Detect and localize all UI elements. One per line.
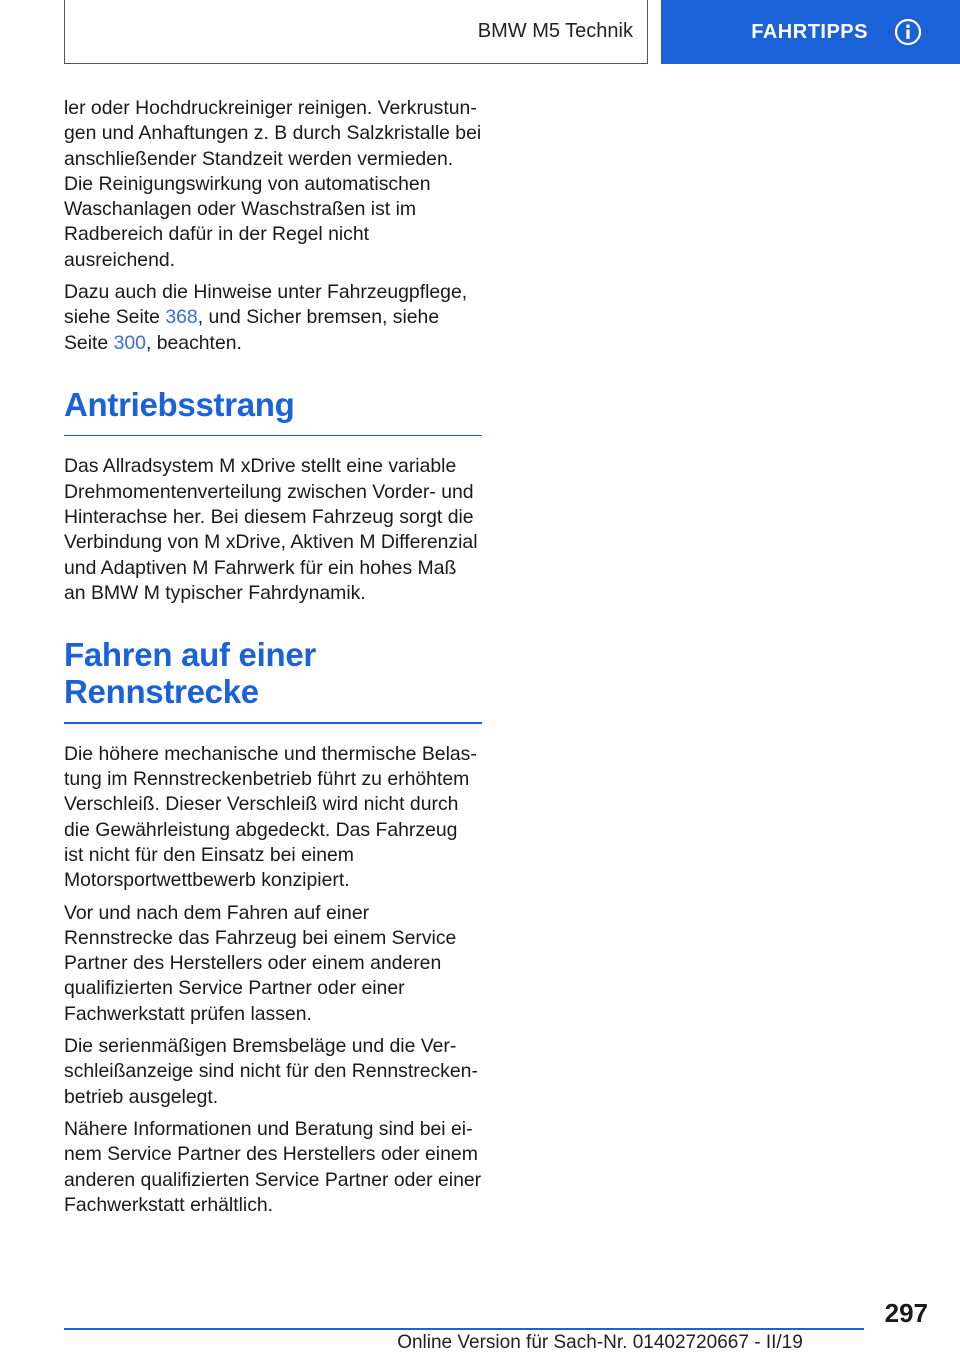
intro-reference-paragraph: Dazu auch die Hinweise unter Fahrzeugpflege, siehe Seite 368, und Sicher bremsen, siehe Seite 300, beachten.	[64, 281, 468, 354]
section-tab[interactable]	[661, 0, 960, 64]
section-antriebsstrang	[64, 386, 482, 606]
section-paragraph: Nähere Informationen und Beratung sind bei einem Service Partner des Herstellers oder einem anderen qualifizierten Service Partner oder einer Fachwerkstatt erhältlich.	[64, 1117, 482, 1216]
section-paragraph: Vor und nach dem Fahren auf einer Rennstrecke das Fahrzeug bei einem Service Partner des Herstellers oder einem anderen qualifizierten Service Partner oder einer Fachwerkstatt prüfen lassen.	[64, 901, 457, 1025]
heading-rule	[64, 435, 482, 437]
section-paragraph: Das Allradsystem M xDrive stellt eine variable Drehmomentenverteilung zwischen Vorder- und Hinterachse her. Bei diesem Fahrzeug sorgt die Verbindung von M xDrive, Aktiven M Differenzial und Adaptiven M Fahrwerk für ein hohes Maß an BMW M typischer Fahrdynamik.	[64, 455, 478, 604]
main-content	[64, 96, 482, 1225]
page-link-368[interactable]: 368	[165, 306, 198, 329]
online-version-text: Online Version für Sach-Nr. 01402720667 - II/19	[397, 1332, 803, 1353]
manual-title-box	[64, 0, 648, 64]
section-paragraph: Die höhere mechanische und thermische Belastung im Rennstreckenbetrieb führt zu erhöhtem Verschleiß. Dieser Verschleiß wird nicht durch die Gewährleistung abgedeckt. Das Fahrzeug ist nicht für den Einsatz bei einem Motorsportwettbewerb konzipiert.	[64, 742, 477, 892]
manual-title: BMW M5 Technik	[477, 20, 633, 42]
section-rennstrecke	[64, 636, 482, 1218]
section-paragraph: Die serienmäßigen Bremsbeläge und die Verschleißanzeige sind nicht für den Rennstreckenbetrieb ausgelegt.	[64, 1035, 478, 1108]
info-icon	[894, 18, 922, 46]
section-title: FAHRTIPPS	[751, 20, 868, 43]
page-link-300[interactable]: 300	[113, 331, 146, 354]
section-heading: Fahren auf einer Rennstrecke	[64, 636, 316, 711]
page-number: 297	[884, 1298, 928, 1328]
section-heading: Antriebsstrang	[64, 385, 295, 423]
heading-rule	[64, 722, 482, 724]
footer-rule	[64, 1328, 864, 1330]
intro-paragraph: ler oder Hochdruckreiniger reinigen. Verkrustungen und Anhaftungen z. B durch Salzkristalle bei anschließender Standzeit werden vermieden. Die Reinigungswirkung von automatischen Waschanlagen oder Waschstraßen ist im Radbereich dafür in der Regel nicht ausreichend.	[64, 97, 482, 271]
